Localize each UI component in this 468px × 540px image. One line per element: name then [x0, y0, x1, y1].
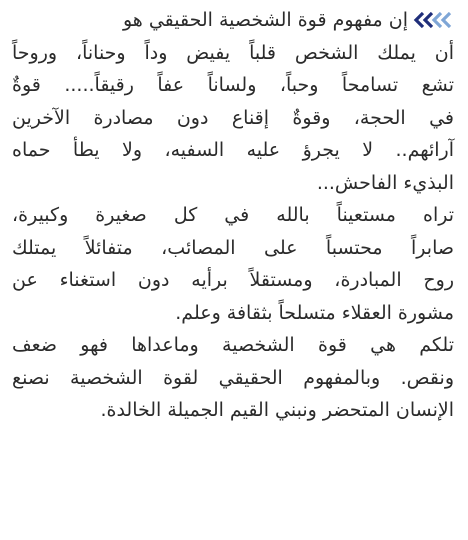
- paragraph-2: [12, 199, 454, 329]
- paragraph-2-line-3: روح المبادرة، ومستقلاً برأيه دون استغناء عن: [12, 269, 454, 291]
- paragraph-1-line-5: آرائهم.. لا يجرؤ عليه السفيه، ولا يطأ حماه: [12, 139, 454, 161]
- paragraph-3: [12, 329, 454, 427]
- paragraph-1-line-6: البذيء الفاحش...: [316, 171, 454, 194]
- double-chevron-icon: [416, 12, 452, 28]
- paragraph-1-line-4: في الحجة، وقوةٌ إقناع دون مصادرة الآخرين: [12, 106, 454, 129]
- paragraph-1-line-2: أن يملك الشخص قلباً يفيض وداً وحناناً، وروحاً: [12, 41, 454, 64]
- paragraph-3-line-1: تلكم هي قوة الشخصية وماعداها فهو ضعف: [12, 334, 454, 356]
- paragraph-2-line-1: تراه مستعيناً بالله في كل صغيرة وكبيرة،: [12, 204, 454, 226]
- paragraph-2-line-4: مشورة العقلاء متسلحاً بثقافة وعلم.: [175, 301, 454, 324]
- paragraph-3-line-2: ونقص. وبالمفهوم الحقيقي لقوة الشخصية نصنع: [12, 366, 454, 389]
- paragraph-1-first-line: [12, 4, 454, 37]
- paragraph-2-line-2: صابراً محتسباً على المصائب، متفائلاً يمتلك: [12, 236, 454, 259]
- paragraph-3-line-3: الإنسان المتحضر ونبني القيم الجميلة الخالدة.: [100, 399, 454, 421]
- chevron-left-icon: [413, 12, 425, 28]
- paragraph-1: [12, 4, 454, 199]
- paragraph-1-line-3: تشع تسامحاً وحباً، ولساناً عفاً رقيقاً..... قوةٌ: [12, 74, 454, 96]
- paragraph-1-line-1: إن مفهوم قوة الشخصية الحقيقي هو: [122, 9, 408, 31]
